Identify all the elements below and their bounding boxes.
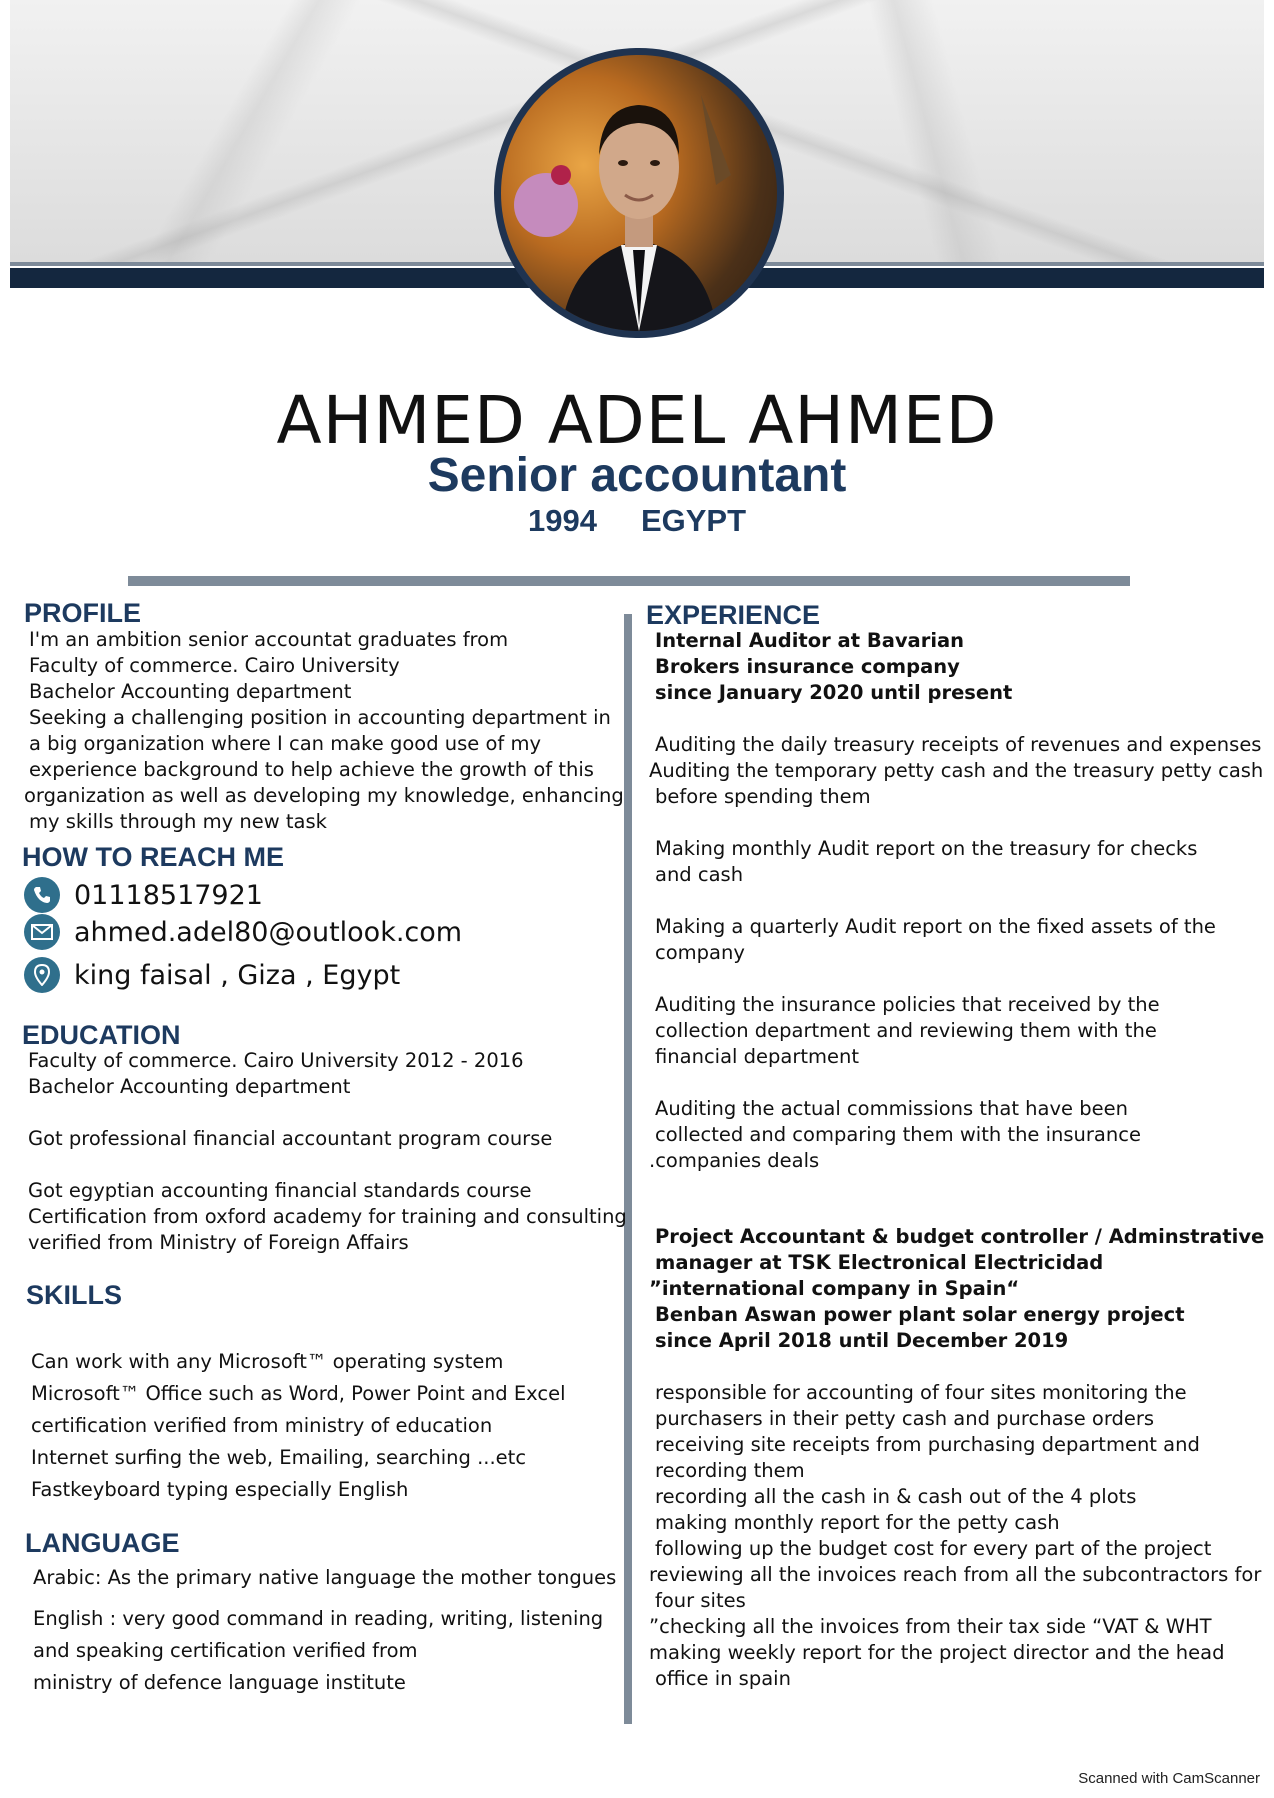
job1-duty-line: before spending them — [655, 785, 871, 808]
phone-number[interactable]: 01118517921 — [74, 879, 263, 911]
skill-item: Internet surfing the web, Emailing, searching ...etc — [31, 1446, 527, 1469]
profile-line: experience background to help achieve the growth of this — [29, 758, 594, 781]
job1-duty-line: Making a quarterly Audit report on the fixed assets of the — [655, 915, 1216, 938]
profile-line: Seeking a challenging position in accounting department in — [29, 706, 611, 729]
profile-line: I'm an ambition senior accountat graduates from — [29, 628, 509, 651]
profile-line: a big organization where I can make good use of my — [29, 732, 542, 755]
job1-duty-line: Auditing the actual commissions that have been — [655, 1097, 1128, 1120]
job2-duty-line: purchasers in their petty cash and purchase orders — [655, 1407, 1155, 1430]
job2-header-line: Benban Aswan power plant solar energy project — [655, 1303, 1185, 1326]
education-line — [28, 1152, 627, 1178]
job2-duty-line: recording them — [655, 1459, 805, 1482]
contact-address-row — [24, 957, 400, 993]
email-icon — [24, 914, 60, 950]
job2-duty-line: responsible for accounting of four sites monitoring the — [655, 1381, 1187, 1404]
education-text — [28, 1048, 627, 1256]
language-english-line: and speaking certification verified from — [33, 1639, 418, 1662]
birth-year-country — [0, 505, 1274, 536]
job2-duty-line: making weekly report for the project director and the head — [649, 1641, 1225, 1664]
job1-duty-line: Auditing the temporary petty cash and the treasury petty cash — [649, 759, 1264, 782]
education-line: Faculty of commerce. Cairo University 2012 - 2016 — [28, 1049, 524, 1072]
birth-year: 1994 — [527, 503, 597, 538]
education-line: Bachelor Accounting department — [28, 1075, 351, 1098]
education-line: Got professional financial accountant program course — [28, 1127, 553, 1150]
job1-duty-line: company — [655, 941, 745, 964]
education-line: Certification from oxford academy for training and consulting — [28, 1205, 627, 1228]
job2-header-line: Project Accountant & budget controller / Adminstrative — [655, 1225, 1265, 1248]
language-english — [33, 1603, 603, 1699]
profile-line: Bachelor Accounting department — [29, 680, 352, 703]
education-line: Got egyptian accounting financial standards course — [28, 1179, 532, 1202]
contact-email-row — [24, 914, 462, 950]
job1-duty-line: financial department — [655, 1045, 860, 1068]
job1-duty-line: .companies deals — [649, 1149, 820, 1172]
country: EGYPT — [640, 503, 747, 538]
profile-line: my skills through my new task — [29, 810, 327, 833]
job1-duty-line: collection department and reviewing them with the — [655, 1019, 1157, 1042]
education-line — [28, 1100, 627, 1126]
skill-item: certification verified from ministry of education — [31, 1414, 493, 1437]
education-line: verified from Ministry of Foreign Affairs — [28, 1231, 409, 1254]
scanner-watermark: Scanned with CamScanner — [1078, 1770, 1260, 1787]
section-divider — [128, 576, 1130, 586]
job2-header — [649, 1224, 1264, 1354]
job1-duty-line — [649, 966, 1263, 992]
skill-item: Fastkeyboard typing especially English — [31, 1478, 409, 1501]
skills-heading: SKILLS — [26, 1280, 123, 1310]
profile-text — [24, 627, 624, 835]
job1-duty-line: Auditing the daily treasury receipts of revenues and expenses — [655, 733, 1262, 756]
job2-header-line: ”international company in Spain“ — [649, 1277, 1020, 1300]
job-title: Senior accountant — [427, 449, 847, 502]
job2-duty-line: reviewing all the invoices reach from all the subcontractors for — [649, 1563, 1262, 1586]
job1-header-line: since January 2020 until present — [655, 681, 1013, 704]
job2-duty-line: ”checking all the invoices from their tax side “VAT & WHT — [649, 1615, 1212, 1638]
language-english-line: English : very good command in reading, writing, listening — [33, 1607, 604, 1630]
job1-duty-line — [649, 888, 1263, 914]
language-heading: LANGUAGE — [25, 1528, 180, 1558]
job2-duty-line: receiving site receipts from purchasing department and — [655, 1433, 1200, 1456]
profile-photo — [494, 48, 784, 338]
job2-duty-line: office in spain — [655, 1667, 791, 1690]
job1-header-line: Brokers insurance company — [655, 655, 960, 678]
phone-icon — [24, 877, 60, 913]
skill-item: Microsoft™ Office such as Word, Power Point and Excel — [31, 1382, 566, 1405]
job1-duty-line — [649, 810, 1263, 836]
job1-duty-line: and cash — [655, 863, 744, 886]
education-heading: EDUCATION — [22, 1020, 181, 1050]
job1-header — [655, 628, 1012, 706]
job2-duty-line: recording all the cash in & cash out of the 4 plots — [655, 1485, 1137, 1508]
job2-header-line: since April 2018 until December 2019 — [655, 1329, 1069, 1352]
job2-duty-line: following up the budget cost for every part of the project — [655, 1537, 1212, 1560]
job1-duty-line: Making monthly Audit report on the treasury for checks — [655, 837, 1198, 860]
job2-duty-line: four sites — [655, 1589, 746, 1612]
profile-heading: PROFILE — [24, 598, 142, 628]
job2-duties — [649, 1380, 1261, 1692]
job1-duty-line — [649, 1070, 1263, 1096]
job2-duty-line: making monthly report for the petty cash — [655, 1511, 1060, 1534]
experience-heading: EXPERIENCE — [646, 600, 821, 630]
profile-line: organization as well as developing my knowledge, enhancing — [24, 784, 624, 807]
profile-line: Faculty of commerce. Cairo University — [29, 654, 400, 677]
job2-header-line: manager at TSK Electronical Electricidad — [655, 1251, 1104, 1274]
job1-duty-line: collected and comparing them with the insurance — [655, 1123, 1141, 1146]
person-name: AHMED ADEL AHMED — [276, 382, 998, 459]
job1-duty-line: Auditing the insurance policies that received by the — [655, 993, 1160, 1016]
job1-duties — [649, 732, 1263, 1174]
skills-text — [31, 1346, 566, 1506]
job1-header-line: Internal Auditor at Bavarian — [655, 629, 965, 652]
email-address[interactable]: ahmed.adel80@outlook.com — [74, 916, 463, 948]
skill-item: Can work with any Microsoft™ operating system — [31, 1350, 504, 1373]
language-english-line: ministry of defence language institute — [33, 1671, 406, 1694]
language-arabic: Arabic: As the primary native language the mother tongues — [33, 1566, 617, 1589]
location-pin-icon — [24, 957, 60, 993]
contact-phone-row — [24, 877, 263, 913]
home-address: king faisal , Giza , Egypt — [74, 959, 401, 991]
contact-heading: HOW TO REACH ME — [22, 842, 284, 872]
